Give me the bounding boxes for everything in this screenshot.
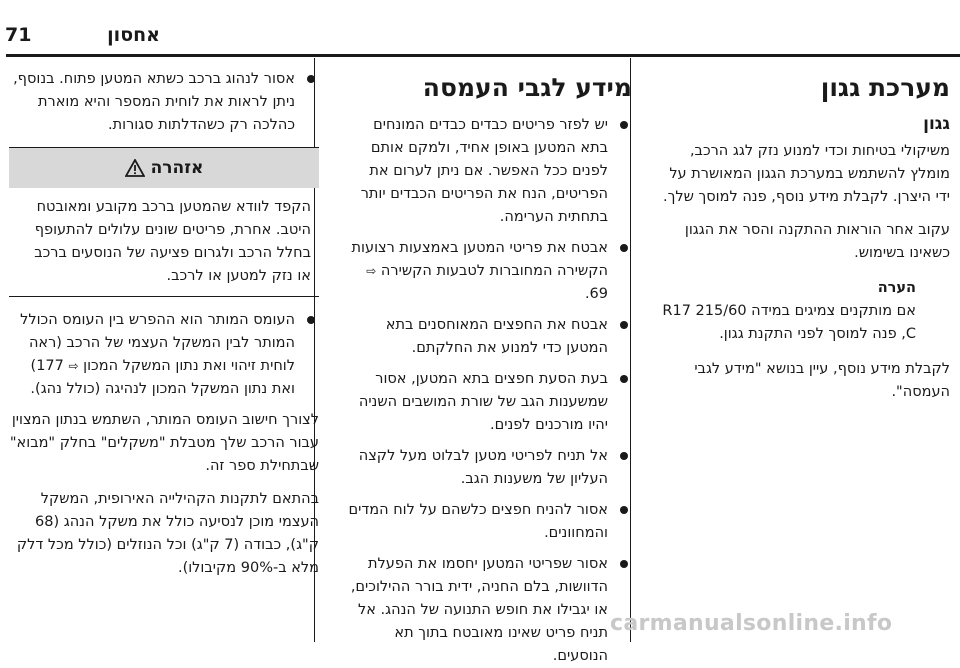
warning-body: [9, 188, 319, 296]
bullet-icon: [620, 321, 628, 329]
warning-box: [9, 147, 319, 297]
paragraph: עקוב אחר הוראות ההתקנה והסר את הגגון כשאינו בשימוש.: [684, 222, 950, 261]
paragraph: לקבלת מידע נוסף, עיין בנושא "מידע לגבי העמסה".: [694, 361, 950, 400]
column-roof-rack: [660, 58, 950, 642]
paragraph: בהתאם לתקנות הקהילייה האירופית, המשקל העצמי מוכן לנסיעה כולל את משקל הנהג (68 ק"ג), כבודה (7 ק"ג) וכל הנוזלים (כולל מכל דלק מלא ב-90% מקיבולו).: [16, 491, 319, 576]
page-reference[interactable]: 177: [36, 358, 64, 374]
loading-info-heading: מידע לגבי העמסה: [422, 73, 632, 102]
bullet-icon: [620, 506, 628, 514]
list-item: אסור לנהוג ברכב כשתא המטען פתוח. בנוסף, ניתן לראות את לוחית המספר והיא מוארת כהלכה רק כשהדלתות סגורות.: [9, 68, 319, 137]
load-bullets-top: [9, 68, 319, 137]
header-rule: [6, 54, 960, 57]
page-number: 71: [5, 24, 32, 46]
column-loading-info: [344, 58, 632, 664]
page-header: [0, 0, 960, 56]
page-reference-arrow-icon: ⇨: [366, 264, 377, 278]
note-box: [660, 277, 916, 346]
bullet-icon: [307, 316, 315, 324]
note-text: אם מותקנים צמיגים במידה 215/60 R17 C, פנה למוסך לפני התקנת גגון.: [662, 303, 916, 342]
list-item: אל תניח לפריטי מטען לבלוט מעל לקצה העליון של משענות הגב.: [344, 445, 632, 491]
page-reference[interactable]: 69: [589, 286, 608, 302]
paragraph: משיקולי בטיחות וכדי למנוע נזק לגג הרכב, מומלץ להשתמש במערכת הגגון המאושרת על ידי היצרן. לקבלת מידע נוסף, פנה למוסך שלך.: [662, 143, 950, 205]
bullet-icon: [620, 452, 628, 460]
warning-text: הקפד לוודא שהמטען ברכב מקובע ומאובטח היטב. אחרת, פריטים שונים עלולים להתעופף בחלל הרכב ולגרום פציעה של הנוסעים ברכב או נזק למטען או לרכב.: [34, 199, 311, 284]
watermark: carmanualsonline.info: [610, 611, 893, 636]
list-item: יש לפזר פריטים כבדים כבדים המונחים בתא המטען באופן אחיד, ולמקם אותם לפנים ככל האפשר. אם ניתן לערום את הפריטים, הנח את הפריטים הכבדים יותר בתחתית הערימה.: [344, 114, 632, 229]
list-item: אבטח את פריטי המטען באמצעות רצועות הקשירה המחוברות לטבעות הקשירה ⇨ 69.: [344, 237, 632, 306]
list-item: העומס המותר הוא ההפרש בין העומס הכולל המותר לבין המשקל העצמי של הרכב (ראה לוחית זיהוי ואת נתון המשקל המכון ⇨ 177) ואת נתון המשקל המכון לנהיגה (כולל נהג).: [9, 309, 319, 401]
section-title: אחסון: [107, 24, 160, 46]
paragraph: לצורך חישוב העומס המותר, השתמש בנתון המצוין עבור הרכב שלך מטבלת "משקלים" בחלק "מבוא" שבתחילת ספר זה.: [9, 412, 319, 474]
page-reference-arrow-icon: ⇨: [68, 359, 79, 373]
roof-rack-subheading: גגון: [923, 114, 950, 134]
loading-bullets: [344, 114, 632, 668]
list-item: אסור שפריטי המטען יחסמו את הפעלת הדוושות, בלם החניה, ידית בורר ההילוכים, או יגבילו את חופש התנועה של הנהג. אל תניח פריט שאינו מאובטח בתוך תא הנוסעים.: [344, 553, 632, 668]
bullet-icon: [620, 375, 628, 383]
roof-rack-heading: מערכת גגון: [820, 73, 950, 102]
warning-header: [9, 148, 319, 188]
bullet-icon: [620, 560, 628, 568]
column-load-continued: [9, 58, 319, 642]
list-item: בעת הסעת חפצים בתא המטען, אסור שמשענות הגב של שורת המושבים השניה יהיו מורכנים לפנים.: [344, 368, 632, 437]
note-title: הערה: [877, 280, 916, 296]
warning-label: אזהרה: [150, 158, 204, 178]
list-item: אבטח את החפצים המאוחסנים בתא המטען כדי למנוע את החלקתם.: [344, 314, 632, 360]
bullet-icon: [620, 121, 628, 129]
bullet-icon: [620, 244, 628, 252]
list-item: אסור להניח חפצים כלשהם על לוח המדים והמחוונים.: [344, 499, 632, 545]
warning-triangle-icon: [125, 159, 145, 177]
bullet-icon: [307, 75, 315, 83]
load-bullets-bottom: [9, 309, 319, 401]
